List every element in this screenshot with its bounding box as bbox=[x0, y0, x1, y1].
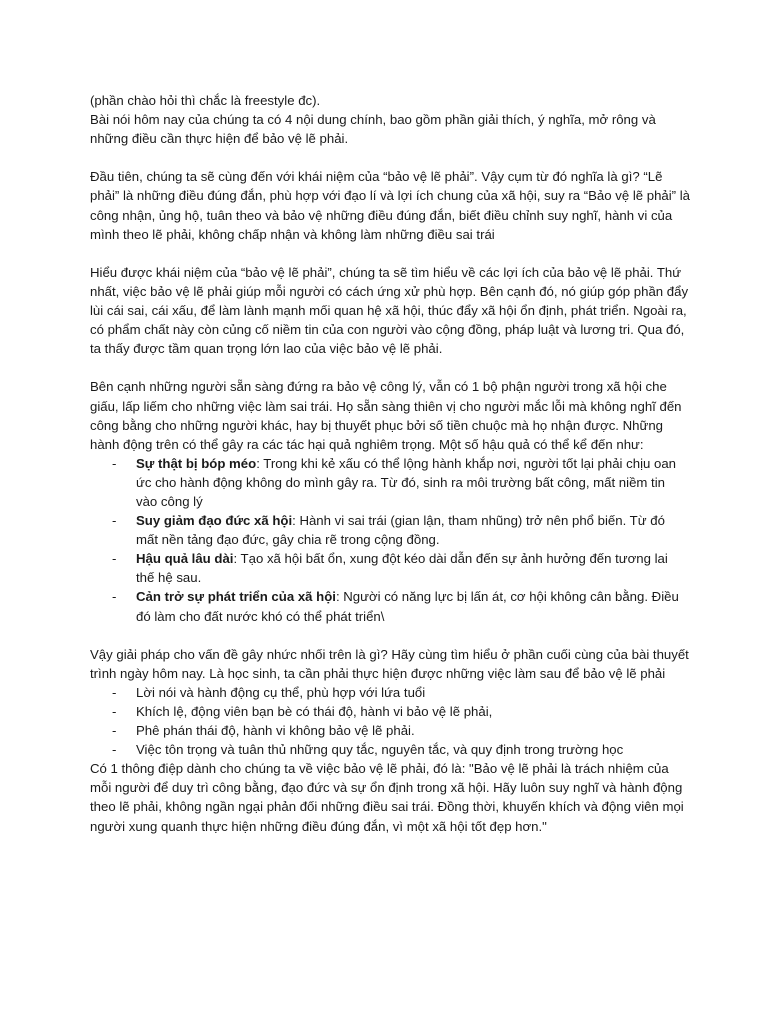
intro-note: (phần chào hỏi thì chắc là freestyle đc). bbox=[90, 93, 321, 108]
list-item: - Việc tôn trọng và tuân thủ những quy tắc, nguyên tắc, và quy định trong trường học bbox=[90, 740, 690, 759]
list-item bbox=[90, 549, 690, 587]
solutions-paragraph: Vậy giải pháp cho vấn đề gây nhức nhối trên là gì? Hãy cùng tìm hiểu ở phần cuối cùng của bài thuyết trình ngày hôm nay. Là học sinh, ta cần phải thực hiện được những việc làm sau để bảo vệ lẽ phải bbox=[90, 646, 689, 681]
paragraph-gap bbox=[90, 148, 690, 167]
list-item-desc: : Người có năng lực bị lấn át, cơ hội không cân bằng. Điều đó làm cho đất nước khó có thể phát triển\ bbox=[136, 589, 679, 624]
list-item: - Khích lệ, động viên bạn bè có thái độ, hành vi bảo vệ lẽ phải, bbox=[90, 702, 690, 721]
solutions-list bbox=[90, 683, 690, 759]
definition-paragraph: Đầu tiên, chúng ta sẽ cùng đến với khái niệm của “bảo vệ lẽ phải”. Vậy cụm từ đó nghĩa là gì? “Lẽ phải” là những điều đúng đắn, phù hợp với đạo lí và lợi ích chung của xã hội, suy ra “Bảo vệ lẽ phải” là công nhận, ủng hộ, tuân theo và bảo vệ những điều đúng đắn, biết điều chỉnh suy nghĩ, hành vi của mình theo lẽ phải, không chấp nhận và không làm những điều sai trái bbox=[90, 169, 691, 242]
list-item-term: Hậu quả lâu dài bbox=[136, 551, 234, 567]
list-item-desc: : Tạo xã hội bất ổn, xung đột kéo dài dẫn đến sự ảnh hưởng đến tương lai thế hệ sau. bbox=[136, 551, 668, 586]
list-item: - Phê phán thái độ, hành vi không bảo vệ lẽ phải. bbox=[90, 721, 690, 740]
list-item-desc: : Trong khi kẻ xấu có thể lộng hành khắp nơi, người tốt lại phải chịu oan ức cho hành động không do mình gây ra. Từ đó, sinh ra môi trường bất công, mất niềm tin vào công lý bbox=[136, 455, 677, 509]
document-page bbox=[90, 91, 690, 836]
closing-paragraph: Có 1 thông điệp dành cho chúng ta về việc bảo vệ lẽ phải, đó là: "Bảo vệ lẽ phải là trách nhiệm của mỗi người để duy trì công bằng, đạo đức và sự ổn định trong xã hội. Hãy luôn suy nghĩ và hành động theo lẽ phải, không ngần ngại phản đối những điều sai trái. Đồng thời, khuyến khích và động viên mọi người xung quanh thực hiện những điều đúng đắn, vì một xã hội tốt đẹp hơn." bbox=[90, 761, 684, 834]
list-item-desc: : Hành vi sai trái (gian lận, tham nhũng) trở nên phổ biến. Từ đó mất nền tảng đạo đức, gây chia rẽ trong cộng đồng. bbox=[136, 513, 665, 548]
paragraph-gap bbox=[90, 626, 690, 645]
paragraph-gap bbox=[90, 244, 690, 263]
list-item-term: Sự thật bị bóp méo bbox=[136, 455, 257, 471]
list-item bbox=[90, 454, 690, 511]
list-item: - Lời nói và hành động cụ thể, phù hợp với lứa tuổi bbox=[90, 683, 690, 702]
list-item-term: Suy giảm đạo đức xã hội bbox=[136, 513, 293, 529]
consequences-list bbox=[90, 454, 690, 626]
consequences-paragraph: Bên cạnh những người sẵn sàng đứng ra bảo vệ công lý, vẫn có 1 bộ phận người trong xã hội che giấu, lấp liếm cho những việc làm sai trái. Họ sẵn sàng thiên vị cho người mắc lỗi mà không nghĩ đến công bằng cho những người khác, hay bị thuyết phục bởi số tiền chuộc mà họ nhận được. Những hành động trên có thể gây ra các tác hại quả nghiêm trọng. Một số hậu quả có thể kể đến như: bbox=[90, 379, 682, 452]
benefits-paragraph: Hiểu được khái niệm của “bảo vệ lẽ phải”, chúng ta sẽ tìm hiểu về các lợi ích của bảo vệ lẽ phải. Thứ nhất, việc bảo vệ lẽ phải giúp mỗi người có cách ứng xử phù hợp. Bên cạnh đó, nó giúp góp phần đẩy lùi cái sai, cái xấu, để làm lành mạnh mối quan hệ xã hội, thúc đẩy xã hội ổn định, phát triển. Ngoài ra, có phẩm chất này còn củng cố niềm tin của con người vào cộng đồng, pháp luật và lương tri. Qua đó, ta thấy được tầm quan trọng lớn lao của việc bảo vệ lẽ phải. bbox=[90, 264, 689, 357]
list-item bbox=[90, 587, 690, 625]
intro-overview: Bài nói hôm nay của chúng ta có 4 nội dung chính, bao gồm phần giải thích, ý nghĩa, mở rông và những điều cần thực hiện để bảo vệ lẽ phải. bbox=[90, 112, 656, 147]
paragraph-gap bbox=[90, 358, 690, 377]
list-item bbox=[90, 511, 690, 549]
list-item-term: Cản trở sự phát triển của xã hội bbox=[136, 589, 336, 605]
